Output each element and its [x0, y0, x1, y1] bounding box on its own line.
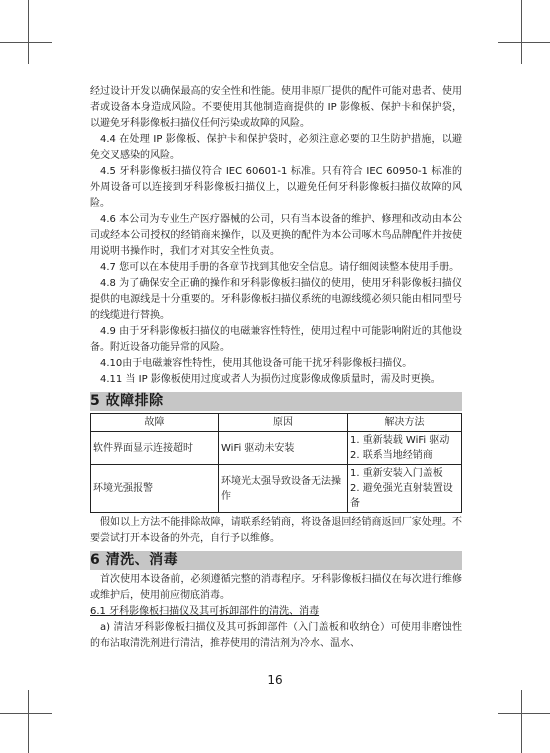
paragraph-4-6: 4.6 本公司为专业生产医疗器械的公司，只有当本设备的维护、修理和改动由本公司或经本公司授权的经销商来操作，以及更换的配件为本公司啄木鸟品牌配件并按使用说明书操作时，我们才对其安全性负责。 [90, 214, 462, 257]
crop-mark [498, 713, 550, 714]
solution-step: 1. 重新装载 WiFi 驱动 [350, 435, 450, 446]
section-heading-troubleshooting: 5 故障排除 [90, 392, 462, 411]
subsection-heading-6-1: 6.1 牙科影像板扫描仪及其可拆卸部件的清洗、消毒 [90, 606, 320, 617]
paragraph-a: a) 清洁牙科影像板扫描仪及其可拆卸部件（入门盖板和收纳仓）可使用非磨蚀性的布沾取清洗剂进行清洁，推荐使用的清洁剂为冷水、温水、 [90, 622, 462, 649]
document-page [90, 84, 462, 652]
solution-cell [348, 432, 462, 465]
paragraph-4-9: 4.9 由于牙科影像板扫描仪的电磁兼容性特性，使用过程中可能影响附近的其他设备。附近设备功能异常的风险。 [90, 326, 462, 353]
paragraph-4-5: 4.5 牙科影像板扫描仪符合 IEC 60601-1 标准。只有符合 IEC 60950-1 标准的外周设备可以连接到牙科影像板扫描仪上，以避免任何牙科影像板扫描仪故障的风险。 [90, 166, 462, 209]
troubleshooting-note: 假如以上方法不能排除故障，请联系经销商，将设备退回经销商返回厂家处理。不要尝试打开本设备的外壳，自行予以维修。 [90, 517, 462, 544]
fault-cell: 软件界面显示连接超时 [91, 432, 219, 465]
cleaning-intro: 首次使用本设备前，必须遵循完整的消毒程序。牙科影像板扫描仪在每次进行维修或维护后，使用前应彻底消毒。 [90, 574, 462, 601]
paragraph-4-4: 4.4 在处理 IP 影像板、保护卡和保护袋时，必须注意必要的卫生防护措施，以避免交叉感染的风险。 [90, 134, 462, 161]
solution-step: 2. 联系当地经销商 [350, 450, 433, 461]
column-header-solution: 解决方法 [348, 414, 462, 432]
solution-step: 1. 重新安装入门盖板 [350, 468, 443, 479]
table-row [91, 465, 462, 513]
crop-mark [0, 713, 52, 714]
column-header-cause: 原因 [219, 414, 348, 432]
paragraph: 经过设计开发以确保最高的安全性和性能。使用非原厂提供的配件可能对患者、使用者或设备本身造成风险。不要使用其他制造商提供的 IP 影像板、保护卡和保护袋，以避免牙科影像板扫描仪任何污染或故障的风险。 [90, 86, 462, 129]
crop-mark [521, 0, 522, 64]
paragraph-4-11: 4.11 当 IP 影像板使用过度或者人为损伤过度影像成像质量时，需及时更换。 [100, 374, 441, 385]
crop-mark [28, 690, 29, 753]
fault-cell: 环境光强报警 [91, 465, 219, 513]
paragraph-4-8: 4.8 为了确保安全正确的操作和牙科影像板扫描仪的使用，使用牙科影像板扫描仪提供的电源线是十分重要的。牙科影像板扫描仪系统的电源线缆必须只能由相同型号的线缆进行替换。 [90, 278, 462, 321]
solution-step: 2. 避免强光直射装置设备 [350, 483, 453, 509]
table-header-row [91, 414, 462, 432]
section-heading-cleaning: 6 清洗、消毒 [90, 551, 462, 570]
paragraph-4-7: 4.7 您可以在本使用手册的各章节找到其他安全信息。请仔细阅读整本使用手册。 [100, 262, 460, 273]
cause-cell: WiFi 驱动未安装 [219, 432, 348, 465]
troubleshooting-table [90, 413, 462, 513]
page-number: 16 [267, 673, 283, 687]
column-header-fault: 故障 [91, 414, 219, 432]
crop-mark [498, 42, 550, 43]
cause-cell: 环境光太强导致设备无法操作 [219, 465, 348, 513]
crop-mark [28, 0, 29, 64]
solution-cell [348, 465, 462, 513]
crop-mark [0, 42, 52, 43]
table-row [91, 432, 462, 465]
crop-mark [521, 690, 522, 753]
paragraph-4-10: 4.10由于电磁兼容性特性，使用其他设备可能干扰牙科影像板扫描仪。 [100, 358, 413, 369]
